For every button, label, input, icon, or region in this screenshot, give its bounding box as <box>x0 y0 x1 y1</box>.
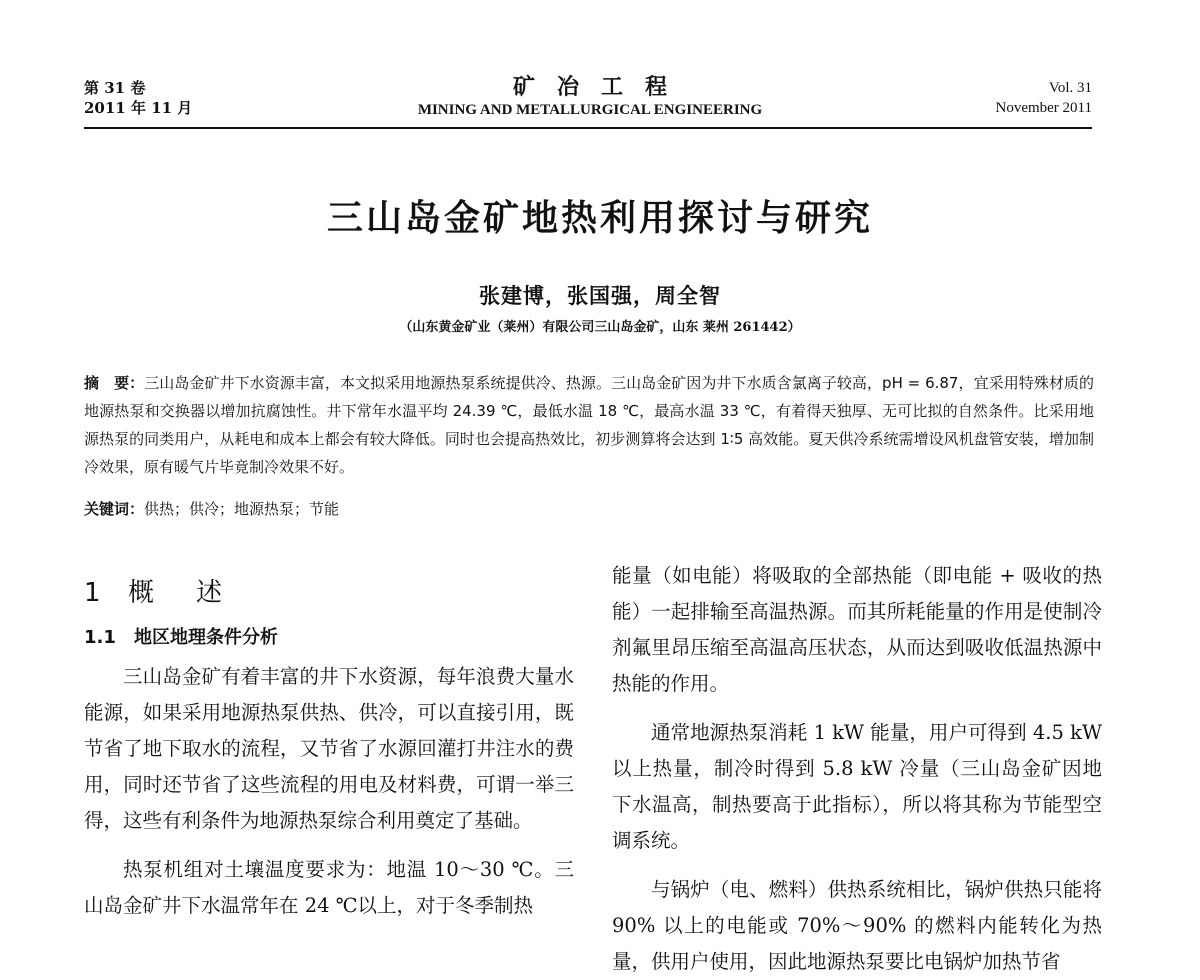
abstract-label: 摘 要： <box>84 374 145 392</box>
paragraph: 与锅炉（电、燃料）供热系统相比，锅炉供热只能将 90% 以上的电能或 70%～90% 的燃料内能转化为热量，供用户使用，因此地源热泵要比电锅炉加热节省 <box>612 878 1102 973</box>
header-right <box>995 78 1092 118</box>
article-title: 三山岛金矿地热利用探讨与研究 <box>326 198 873 239</box>
header-left <box>84 78 192 118</box>
subsection-title: 地区地理条件分析 <box>134 627 278 648</box>
date-en: November 2011 <box>995 100 1092 116</box>
paragraph: 通常地源热泵消耗 1 kW 能量，用户可得到 4.5 kW 以上热量，制冷时得到 5.8 kW 冷量（三山岛金矿因地下水温高，制热要高于此指标），所以将其称为节能型空调系统。 <box>612 721 1102 852</box>
volume-en: Vol. 31 <box>1048 80 1092 96</box>
article-affiliation: （山东黄金矿业（莱州）有限公司三山岛金矿，山东 莱州 261442） <box>399 320 801 335</box>
volume-cn: 第 31 卷 <box>84 79 146 97</box>
keywords-label: 关键词： <box>84 500 145 518</box>
header-center <box>380 74 800 120</box>
keywords-text: 供热；供冷；地源热泵；节能 <box>144 500 340 518</box>
paragraph: 热泵机组对土壤温度要求为：地温 10～30 ℃。三山岛金矿井下水温常年在 24 ℃以上，对于冬季制热 <box>84 858 574 917</box>
paragraph: 能量（如电能）将吸取的全部热能（即电能 + 吸收的热能）一起排输至高温热源。而其所耗能量的作用是使制冷剂氟里昂压缩至高温高压状态，从而达到吸收低温热源中热能的作用。 <box>612 564 1102 695</box>
date-cn: 2011 年 11 月 <box>84 99 193 117</box>
section-number: 1 <box>84 578 101 608</box>
journal-name-en: MINING AND METALLURGICAL ENGINEERING <box>417 102 763 118</box>
header-rule <box>84 127 1092 129</box>
section-heading <box>84 573 574 613</box>
left-column <box>84 573 574 924</box>
abstract-text: 三山岛金矿井下水资源丰富，本文拟采用地源热泵系统提供冷、热源。三山岛金矿因为井下水质含氯离子较高，pH = 6.87，宜采用特殊材质的地源热泵和交换器以增加抗腐蚀性。井下常年水温平均 24.39 ℃，最低水温 18 ℃，最高水温 33 ℃，有着得天独厚、无可比拟的自然条件。比采用地源热泵的同类用户，从耗电和成本上都会有较大降低。同时也会提高热效比，初步测算将会达到 1∶5 高效能。夏天供冷系统需增设风机盘管安装，增加制冷效果，原有暖气片毕竟制冷效果不好。 <box>84 374 1094 476</box>
abstract <box>84 369 1094 481</box>
keywords <box>84 497 1094 521</box>
section-title: 概述 <box>128 578 265 608</box>
subsection-heading <box>84 625 574 651</box>
subsection-number: 1.1 <box>84 627 116 648</box>
journal-name-cn: 矿冶工程 <box>512 74 689 100</box>
paragraph: 三山岛金矿有着丰富的井下水资源，每年浪费大量水能源，如果采用地源热泵供热、供冷，可以直接引用，既节省了地下取水的流程，又节省了水源回灌打井注水的费用，同时还节省了这些流程的用电及材料费，可谓一举三得，这些有利条件为地源热泵综合利用奠定了基础。 <box>84 665 574 832</box>
article-authors: 张建博，张国强，周全智 <box>479 283 721 308</box>
right-column <box>612 558 1102 980</box>
